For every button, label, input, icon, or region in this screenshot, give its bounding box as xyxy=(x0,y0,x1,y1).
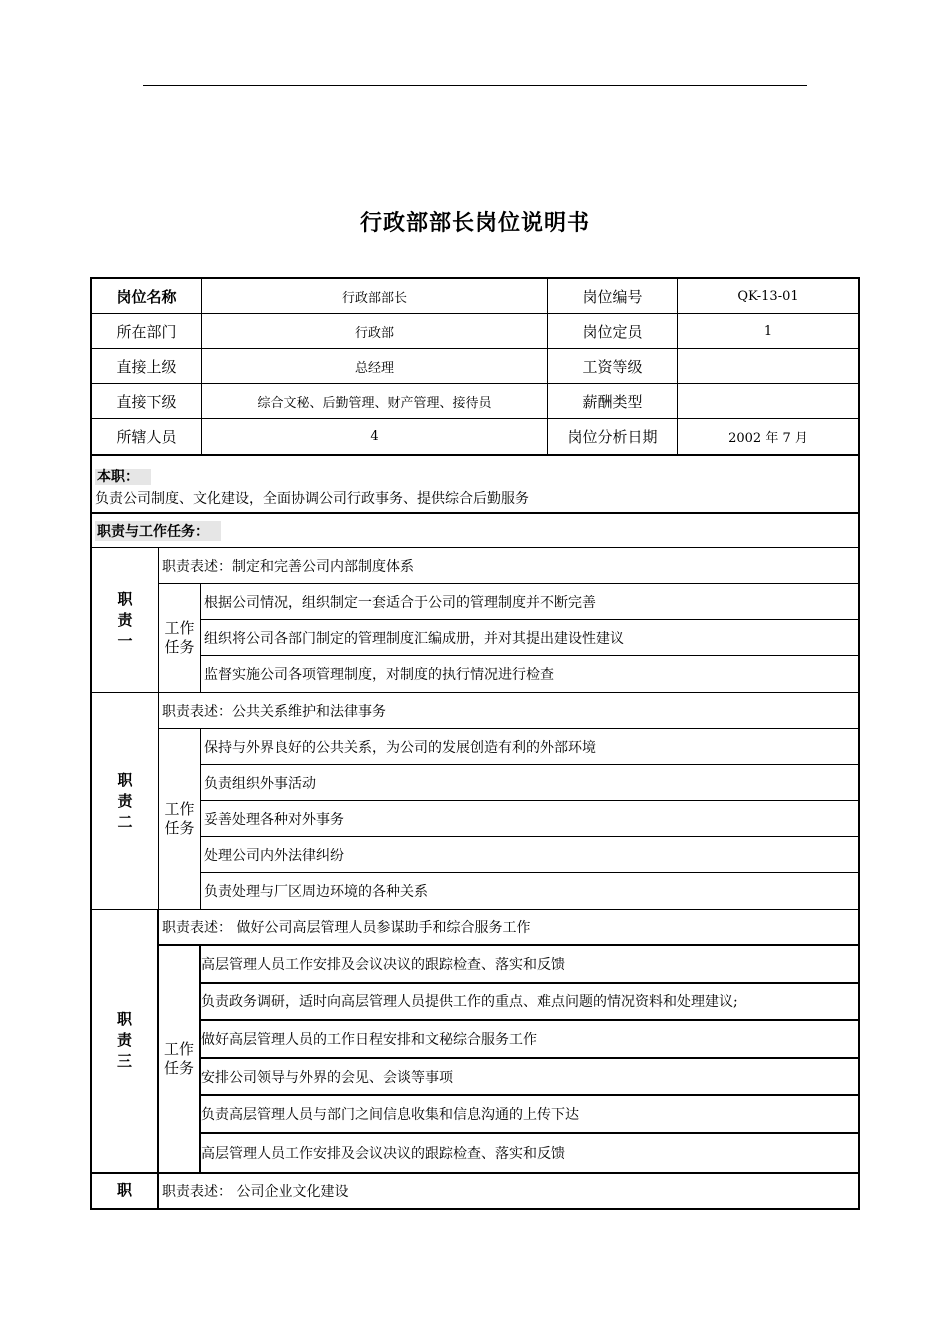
duty-description: 职责表述： 做好公司高层管理人员参谋助手和综合服务工作 xyxy=(159,910,858,946)
task-label: 工作 任务 xyxy=(159,584,201,692)
info-value: 行政部 xyxy=(202,314,548,349)
info-label: 岗位定员 xyxy=(548,314,678,349)
info-label: 直接上级 xyxy=(92,349,202,384)
task-label: 工作 任务 xyxy=(159,946,201,1172)
info-label: 岗位名称 xyxy=(92,279,202,314)
duties-heading-row xyxy=(92,514,858,548)
duty-label: 职 责 二 xyxy=(92,693,159,909)
task-item: 高层管理人员工作安排及会议决议的跟踪检查、落实和反馈 xyxy=(201,1145,565,1162)
info-label: 工资等级 xyxy=(548,349,678,384)
duty-block-4 xyxy=(92,1174,858,1208)
info-label: 所辖人员 xyxy=(92,419,202,456)
task-item: 妥善处理各种对外事务 xyxy=(201,801,858,837)
task-item: 负责政务调研，适时向高层管理人员提供工作的重点、难点问题的情况资料和处理建议; xyxy=(201,984,858,1022)
duty-label: 职 责 一 xyxy=(92,548,159,692)
core-duty-section xyxy=(92,456,858,514)
info-value: 综合文秘、后勤管理、财产管理、接待员 xyxy=(202,384,548,419)
info-value: 2002 年 7 月 xyxy=(678,419,858,456)
task-item: 组织将公司各部门制定的管理制度汇编成册，并对其提出建设性建议 xyxy=(201,620,858,656)
duty-description: 职责表述： 公司企业文化建设 xyxy=(162,1183,349,1200)
duties-heading: 职责与工作任务： xyxy=(95,521,221,541)
info-label: 直接下级 xyxy=(92,384,202,419)
info-value xyxy=(678,349,858,384)
task-item: 处理公司内外法律纠纷 xyxy=(201,837,858,873)
core-duty-heading: 本职： xyxy=(95,469,151,485)
info-label: 薪酬类型 xyxy=(548,384,678,419)
job-description-table xyxy=(90,277,860,1210)
duty-description: 职责表述：制定和完善公司内部制度体系 xyxy=(159,548,858,584)
header-rule xyxy=(143,85,807,86)
info-value: 总经理 xyxy=(202,349,548,384)
info-value: 行政部部长 xyxy=(202,279,548,314)
duty-block-1 xyxy=(92,548,858,693)
task-label: 工作 任务 xyxy=(159,729,201,909)
duty-label: 职 责 三 xyxy=(92,910,159,1172)
duty-label: 职 xyxy=(92,1174,159,1208)
task-item: 监督实施公司各项管理制度，对制度的执行情况进行检查 xyxy=(204,667,554,683)
info-label: 岗位分析日期 xyxy=(548,419,678,456)
duty-description: 职责表述：公共关系维护和法律事务 xyxy=(159,693,858,729)
task-item: 负责组织外事活动 xyxy=(201,765,858,801)
task-item: 安排公司领导与外界的会见、会谈等事项 xyxy=(201,1059,858,1097)
duty-block-3 xyxy=(92,910,858,1174)
task-item: 根据公司情况，组织制定一套适合于公司的管理制度并不断完善 xyxy=(201,584,858,620)
basic-info-grid xyxy=(92,279,858,456)
info-label: 所在部门 xyxy=(92,314,202,349)
info-value xyxy=(678,384,858,419)
info-value: 1 xyxy=(678,314,858,349)
document-title: 行政部部长岗位说明书 xyxy=(359,211,590,236)
core-duty-text: 负责公司制度、文化建设，全面协调公司行政事务、提供综合后勤服务 xyxy=(95,491,529,507)
task-item: 高层管理人员工作安排及会议决议的跟踪检查、落实和反馈 xyxy=(201,946,858,984)
info-label: 岗位编号 xyxy=(548,279,678,314)
info-value: 4 xyxy=(202,419,548,456)
task-item: 做好高层管理人员的工作日程安排和文秘综合服务工作 xyxy=(201,1021,858,1059)
info-value: QK-13-01 xyxy=(678,279,858,314)
task-item: 保持与外界良好的公共关系，为公司的发展创造有利的外部环境 xyxy=(201,729,858,765)
duty-block-2 xyxy=(92,693,858,910)
task-item: 负责高层管理人员与部门之间信息收集和信息沟通的上传下达 xyxy=(201,1096,858,1134)
task-item: 负责处理与厂区周边环境的各种关系 xyxy=(204,884,428,900)
